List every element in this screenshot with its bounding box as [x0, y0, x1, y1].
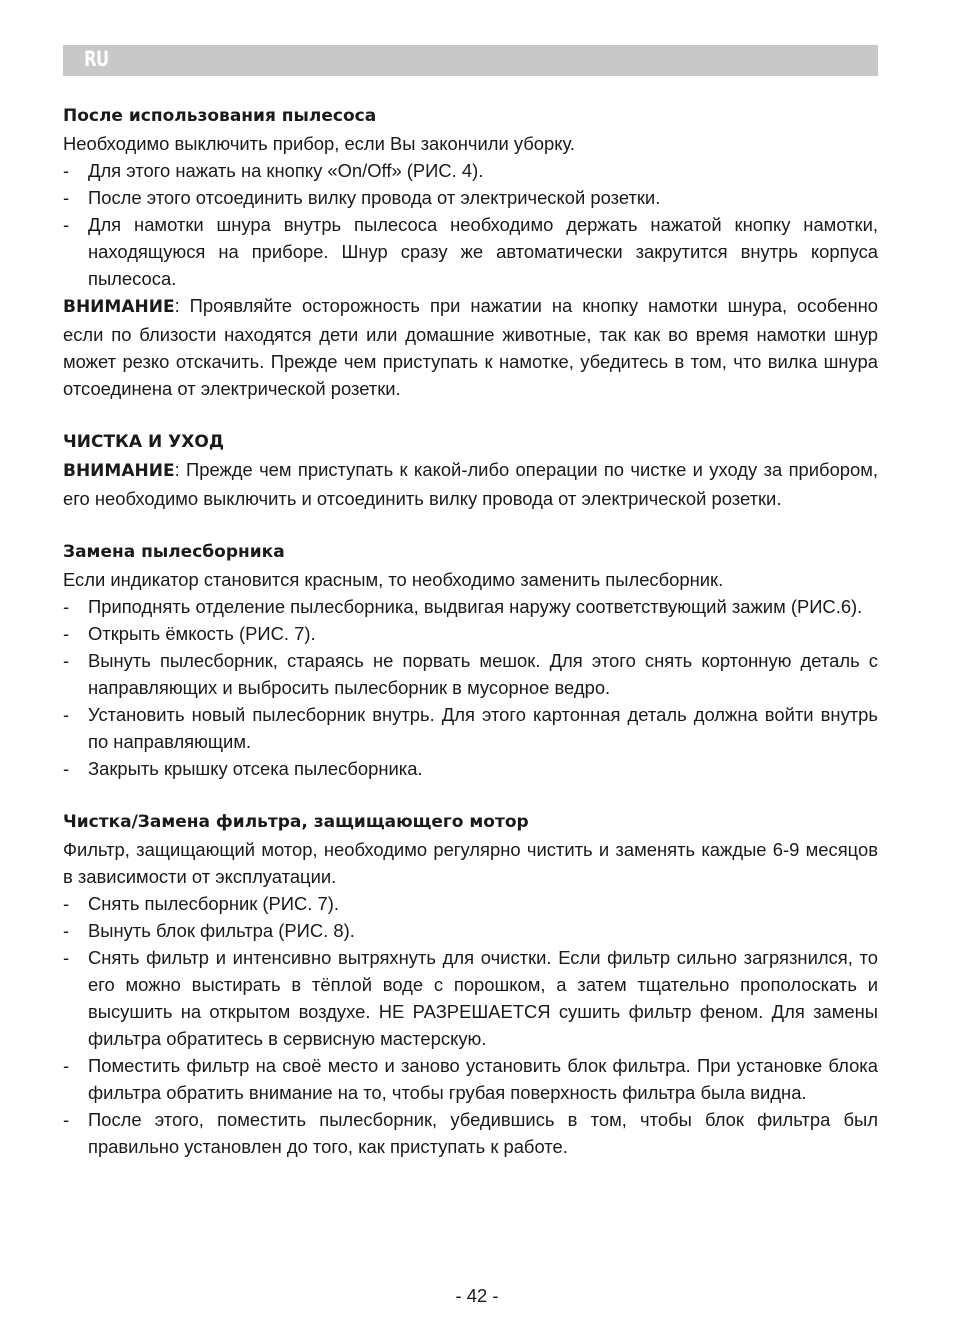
list-item	[63, 917, 878, 944]
section-heading-motor-filter: Чистка/Замена фильтра, защищающего мотор	[63, 812, 529, 832]
list-item	[63, 157, 878, 184]
bullet-dash: -	[63, 947, 70, 968]
list-item	[63, 1052, 878, 1106]
warning-paragraph	[63, 292, 878, 402]
language-code: RU	[84, 47, 109, 71]
list-item-text: После этого отсоединить вилку провода от электрической розетки.	[88, 187, 661, 208]
bullet-dash: -	[63, 1109, 70, 1130]
warning-label: ВНИМАНИЕ	[63, 297, 175, 317]
bullet-dash: -	[63, 704, 70, 725]
page-number: - 42 -	[455, 1285, 499, 1306]
paragraph: Если индикатор становится красным, то необходимо заменить пылесборник.	[63, 569, 724, 590]
list-item-text: Для этого нажать на кнопку «On/Off» (РИС. 4).	[88, 160, 484, 181]
bullet-dash: -	[63, 214, 70, 235]
list-item	[63, 211, 878, 292]
warning-paragraph	[63, 456, 878, 512]
list-item-text: Вынуть пылесборник, стараясь не порвать мешок. Для этого снять кортонную деталь с направляющих и выбросить пылесборник в мусорное ведро.	[88, 650, 878, 698]
list-item	[63, 1106, 878, 1160]
list-item-text: Снять пылесборник (РИС. 7).	[88, 893, 339, 914]
language-header-bar	[63, 45, 878, 76]
page-content	[63, 103, 878, 1160]
list-item	[63, 184, 878, 211]
bullet-dash: -	[63, 596, 70, 617]
bullet-dash: -	[63, 1055, 70, 1076]
list-item-text: Закрыть крышку отсека пылесборника.	[88, 758, 423, 779]
bullet-dash: -	[63, 623, 70, 644]
bullet-dash: -	[63, 187, 70, 208]
list-item	[63, 647, 878, 701]
list-item-text: Открыть ёмкость (РИС. 7).	[88, 623, 316, 644]
list-item	[63, 593, 878, 620]
bullet-dash: -	[63, 650, 70, 671]
warning-label: ВНИМАНИЕ	[63, 461, 175, 481]
list-item	[63, 701, 878, 755]
section-heading-after-use: После использования пылесоса	[63, 106, 377, 126]
list-item-text: Снять фильтр и интенсивно вытряхнуть для очистки. Если фильтр сильно загрязнился, то его можно выстирать в тёплой воде с порошком, а затем тщательно прополоскать и высушить на открытом воздухе. НЕ РАЗРЕШАЕТСЯ сушить фильтр феном. Для замены фильтра обратитесь в сервисную мастерскую.	[88, 947, 878, 1049]
list-item-text: Вынуть блок фильтра (РИС. 8).	[88, 920, 355, 941]
paragraph: Фильтр, защищающий мотор, необходимо регулярно чистить и заменять каждые 6-9 месяцов в зависимости от эксплуатации.	[63, 839, 878, 887]
paragraph: Необходимо выключить прибор, если Вы закончили уборку.	[63, 133, 575, 154]
warning-text: : Прежде чем приступать к какой-либо операции по чистке и уходу за прибором, его необходимо выключить и отсоединить вилку провода от электрической розетки.	[63, 459, 878, 509]
list-item	[63, 620, 878, 647]
list-item	[63, 944, 878, 1052]
list-item-text: Приподнять отделение пылесборника, выдвигая наружу соответствующий зажим (РИС.6).	[88, 596, 863, 617]
list-item-text: Установить новый пылесборник внутрь. Для этого картонная деталь должна войти внутрь по направляющим.	[88, 704, 878, 752]
bullet-dash: -	[63, 893, 70, 914]
bullet-dash: -	[63, 920, 70, 941]
list-item	[63, 755, 878, 782]
list-item	[63, 890, 878, 917]
section-heading-cleaning: ЧИСТКА И УХОД	[63, 432, 224, 452]
warning-text: : Проявляйте осторожность при нажатии на кнопку намотки шнура, особенно если по близости находятся дети или домашние животные, так как во время намотки шнур может резко отскачить. Прежде чем приступать к намотке, убедитесь в том, что вилка шнура отсоединена от электрической розетки.	[63, 295, 878, 399]
bullet-dash: -	[63, 160, 70, 181]
bullet-dash: -	[63, 758, 70, 779]
list-item-text: После этого, поместить пылесборник, убедившись в том, чтобы блок фильтра был правильно установлен до того, как приступать к работе.	[88, 1109, 878, 1157]
section-heading-dustbag: Замена пылесборника	[63, 542, 285, 562]
list-item-text: Поместить фильтр на своё место и заново установить блок фильтра. При установке блока фильтра обратить внимание на то, чтобы грубая поверхность фильтра была видна.	[88, 1055, 878, 1103]
list-item-text: Для намотки шнура внутрь пылесоса необходимо держать нажатой кнопку намотки, находящуюся на приборе. Шнур сразу же автоматически закрутится внутрь корпуса пылесоса.	[88, 214, 878, 289]
